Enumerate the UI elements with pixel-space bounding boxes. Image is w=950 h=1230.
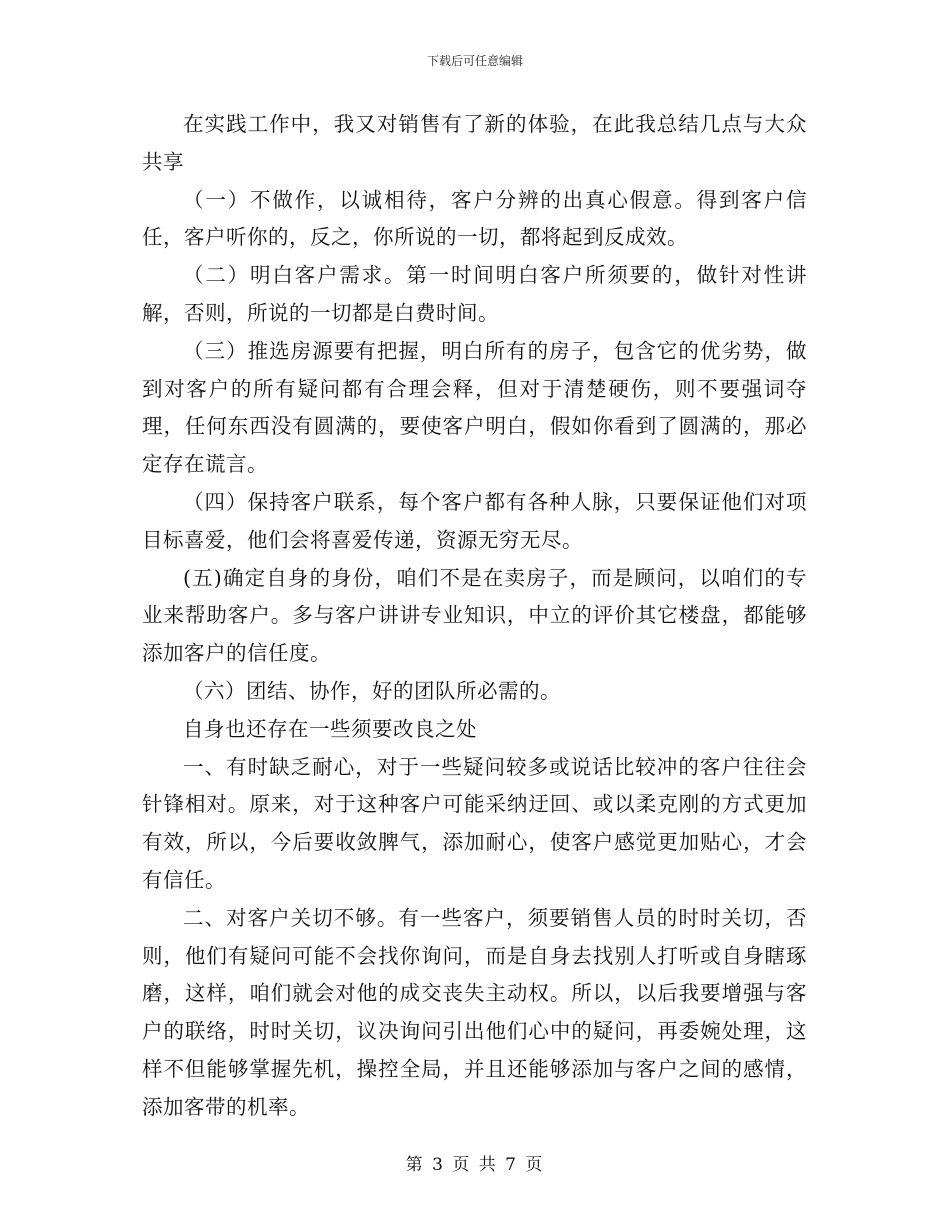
paragraph-point-1: （一）不做作，以诚相待，客户分辨的出真心假意。得到客户信任，客户听你的，反之，你所说的一切，都将起到反成效。 <box>142 187 807 250</box>
paragraph-improvement-2: 二、对客户关切不够。有一些客户，须要销售人员的时时关切，否则，他们有疑问可能不会找你询问，而是自身去找别人打听或自身瞎琢磨，这样，咱们就会对他的成交丧失主动权。所以，以后我要增强与客户的联络，时时关切，议决询问引出他们心中的疑问，再委婉处理，这样不但能够掌握先机，操控全局，并且还能够添加与客户之间的感情，添加客带的机率。 <box>142 905 807 1119</box>
paragraph-improvement-heading: 自身也还存在一些须要改良之处 <box>183 716 477 741</box>
page-header: 下载后可任意编辑 <box>426 54 523 68</box>
paragraph-improvement-1: 一、有时缺乏耐心，对于一些疑问较多或说话比较冲的客户往往会针锋相对。原来，对于这种客户可能采纳迂回、或以柔克刚的方式更加有效，所以，今后要收敛脾气，添加耐心，使客户感觉更加贴心，才会有信任。 <box>142 754 807 892</box>
paragraph-point-2: （二）明白客户需求。第一时间明白客户所须要的，做针对性讲解，否则，所说的一切都是白费时间。 <box>142 263 807 325</box>
paragraph-point-4: （四）保持客户联系，每个客户都有各种人脉，只要保证他们对项目标喜爱，他们会将喜爱传递，资源无穷无尽。 <box>142 489 807 552</box>
paragraph-point-3: （三）推选房源要有把握，明白所有的房子，包含它的优劣势，做到对客户的所有疑问都有合理会释，但对于清楚硬伤，则不要强词夺理，任何东西没有圆满的，要使客户明白，假如你看到了圆满的，那必定存在谎言。 <box>142 338 807 477</box>
paragraph-point-6: （六）团结、协作，好的团队所必需的。 <box>183 678 561 703</box>
paragraph-intro: 在实践工作中，我又对销售有了新的体验，在此我总结几点与大众共享 <box>142 112 807 174</box>
page-number-footer: 第 3 页 共 7 页 <box>405 1155 545 1175</box>
document-body <box>142 106 807 1127</box>
paragraph-point-5: (五)确定自身的身份，咱们不是在卖房子，而是顾问，以咱们的专业来帮助客户。多与客户讲讲专业知识，中立的评价其它楼盘，都能够添加客户的信任度。 <box>142 565 807 666</box>
